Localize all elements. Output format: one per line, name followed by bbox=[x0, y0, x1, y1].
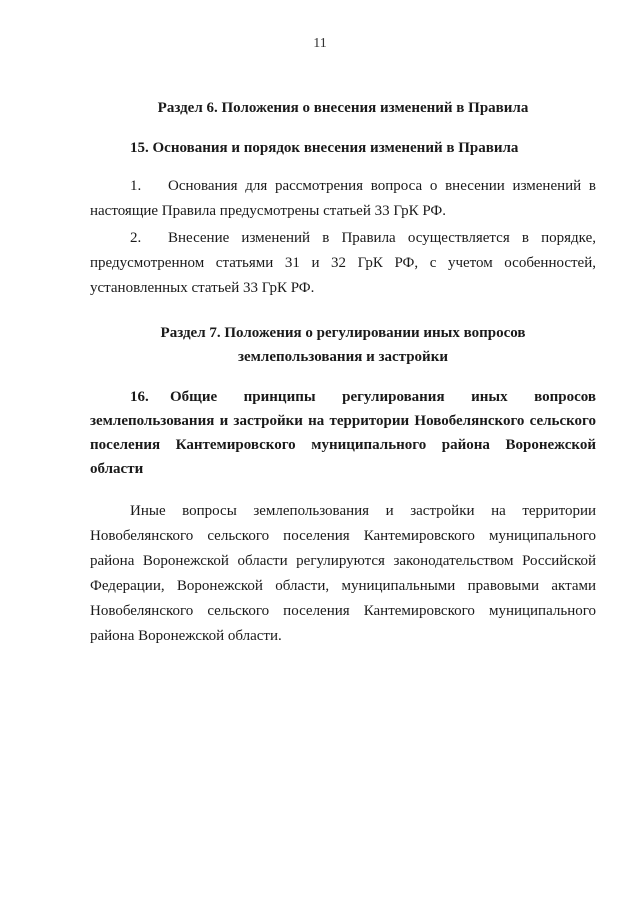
section-6-title: Раздел 6. Положения о внесения изменений в Правила bbox=[157, 100, 529, 116]
document-body bbox=[90, 96, 596, 649]
section-7-title-line-2: землепользования и застройки bbox=[238, 349, 448, 365]
item-text: Основания для рассмотрения вопроса о внесении изменений в настоящие Правила предусмотрены статьей 33 ГрК РФ. bbox=[90, 178, 596, 219]
article-16-title bbox=[90, 385, 596, 481]
item-text: Внесение изменений в Правила осуществляется в порядке, предусмотренном статьями 31 и 32 ГрК РФ, с учетом особенностей, установленных статьей 33 ГрК РФ. bbox=[90, 230, 596, 296]
article-15-item-2 bbox=[90, 226, 596, 301]
article-16-paragraph: Иные вопросы землепользования и застройки на территории Новобелянского сельского поселения Кантемировского муниципального района Воронежской области регулируются законодательством Российской Федерации, Воронежской области, муниципальными правовыми актами Новобелянского сельского поселения Кантемировского муниципального района Воронежской области. bbox=[90, 503, 596, 644]
section-7-title-line-1: Раздел 7. Положения о регулировании иных вопросов bbox=[160, 325, 526, 341]
item-number: 1. bbox=[130, 178, 142, 194]
article-number: 16. bbox=[130, 389, 149, 405]
article-15-item-1 bbox=[90, 174, 596, 224]
page-number: 11 bbox=[313, 36, 327, 51]
item-number: 2. bbox=[130, 230, 142, 246]
article-15-title: 15. Основания и порядок внесения изменений в Правила bbox=[130, 140, 519, 156]
article-title-text: Общие принципы регулирования иных вопросов землепользования и застройки на территории Новобелянского сельского поселения Кантемировского муниципального района Воронежской области bbox=[90, 389, 596, 477]
section-7-heading bbox=[90, 321, 596, 369]
